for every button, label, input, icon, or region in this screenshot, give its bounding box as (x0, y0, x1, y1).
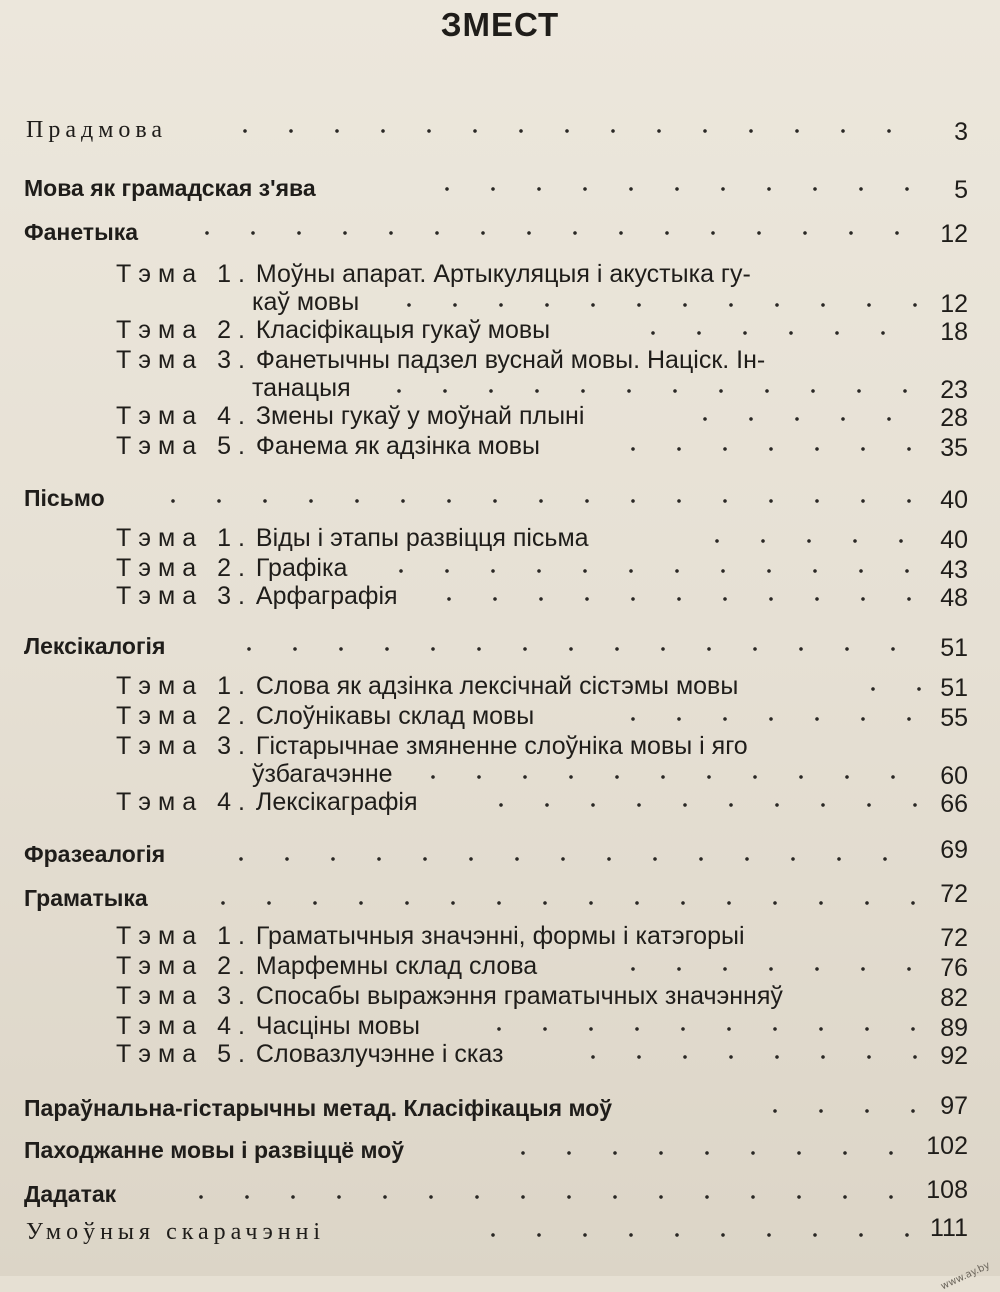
toc-entry-page: 55 (940, 704, 968, 732)
toc-entry-label: Тэма 5. Словазлучэнне і сказ (116, 1040, 504, 1068)
toc-entry-label: Тэма 2. Графіка (116, 554, 348, 582)
dot-leader (150, 496, 924, 506)
toc-entry-label: Тэма 4. Лексікаграфія (116, 788, 418, 816)
toc-entry-theme (0, 672, 1000, 706)
toc-entry-label: Паходжанне мовы і развіццё моў (24, 1137, 405, 1163)
dot-leader (184, 228, 924, 238)
dot-leader (410, 772, 926, 782)
toc-entry-section (0, 1132, 1000, 1170)
toc-entry-page: 23 (940, 376, 968, 404)
toc-entry-label: Тэма 3. Фанетычны падзел вуснай мовы. Націск. Ін- (116, 346, 766, 374)
toc-entry-label: Тэма 2. Класіфікацыя гукаў мовы (116, 316, 551, 344)
toc-entry-page: 12 (940, 220, 968, 248)
toc-entry-theme (0, 402, 1000, 436)
toc-entry-page: 40 (940, 526, 968, 554)
toc-entry-label: Мова як грамадская з'ява (24, 175, 316, 201)
toc-entry-theme (0, 316, 1000, 350)
dot-leader (694, 536, 926, 546)
toc-entry-page: 51 (940, 634, 968, 662)
dot-leader (610, 714, 926, 724)
toc-entry-label: Тэма 3. Спосабы выражэння граматычных значэнняў (116, 982, 783, 1010)
dot-leader (386, 300, 926, 310)
toc-entry-page: 72 (940, 924, 968, 952)
toc-entry-theme (0, 952, 1000, 986)
dot-leader (682, 414, 926, 424)
dot-leader (500, 1148, 914, 1158)
toc-entry-label: Тэма 3. Гістарычнае змяненне слоўніка мовы і яго (116, 732, 748, 760)
toc-entry-label: Тэма 1. Слова як адзінка лексічнай сістэмы мовы (116, 672, 739, 700)
toc-entry-theme (0, 524, 1000, 558)
toc-entry-page: 35 (940, 434, 968, 462)
dot-leader (850, 684, 926, 694)
toc-entry-page: 66 (940, 790, 968, 818)
toc-entry-label-continued: танацыя (252, 374, 351, 402)
toc-entry-label: Тэма 1. Граматычныя значэнні, формы і катэгорыі (116, 922, 745, 950)
toc-entry-label: Пісьмо (24, 485, 105, 511)
toc-entry-page: 92 (940, 1042, 968, 1070)
toc-entry-page: 102 (926, 1132, 968, 1160)
toc-entry-label: Фразеалогія (24, 841, 166, 867)
dot-leader (178, 1192, 914, 1202)
toc-entry-label: Фанетыка (24, 219, 139, 245)
watermark: www.ay.by (939, 1260, 992, 1292)
dot-leader (478, 800, 926, 810)
toc-entry-theme (0, 346, 1000, 410)
toc-entry-label-continued: ўзбагачэнне (252, 760, 393, 788)
toc-entry-page: 97 (940, 1092, 968, 1120)
toc-entry-page: 3 (954, 118, 968, 146)
toc-entry-page: 72 (940, 880, 968, 908)
toc-entry-page: 60 (940, 762, 968, 790)
toc-entry-section (0, 632, 1000, 666)
dot-leader (424, 184, 924, 194)
toc-entry-page: 89 (940, 1014, 968, 1042)
toc-entry-label: Тэма 2. Слоўнікавы склад мовы (116, 702, 535, 730)
toc-entry-theme (0, 982, 1000, 1016)
dot-leader (470, 1230, 914, 1240)
toc-entry-page: 18 (940, 318, 968, 346)
dot-leader (476, 1024, 926, 1034)
toc-entry-label: Тэма 3. Арфаграфія (116, 582, 398, 610)
toc-entry-label: Прадмова (26, 117, 168, 143)
toc-entry-label: Умоўныя скарачэнні (26, 1219, 326, 1245)
toc-entry-label: Тэма 1. Моўны апарат. Артыкуляцыя і акустыка гу- (116, 260, 751, 288)
dot-leader (378, 566, 926, 576)
toc-entry-section (0, 484, 1000, 518)
toc-entry-theme (0, 1040, 1000, 1074)
toc-entry-theme (0, 922, 1000, 956)
toc-entry-section (0, 1094, 1000, 1128)
dot-leader (752, 1106, 924, 1116)
toc-entry-page: 5 (954, 176, 968, 204)
toc-entry-label: Тэма 4. Часціны мовы (116, 1012, 420, 1040)
toc-entry-page: 108 (926, 1176, 968, 1204)
dot-leader (200, 898, 924, 908)
dot-leader (426, 594, 926, 604)
dot-leader (570, 1052, 926, 1062)
toc-entry-theme (0, 432, 1000, 466)
toc-entry-section (0, 1176, 1000, 1214)
toc-entry-section (0, 174, 1000, 208)
toc-entry-label: Тэма 1. Віды і этапы развіцця пісьма (116, 524, 589, 552)
toc-entry-section (0, 218, 1000, 252)
dot-leader (218, 854, 924, 864)
toc-entry-page: 28 (940, 404, 968, 432)
toc-entry-label: Тэма 4. Змены гукаў у моўнай плыні (116, 402, 585, 430)
toc-entry-label: Тэма 2. Марфемны склад слова (116, 952, 538, 980)
toc-entry-theme (0, 732, 1000, 796)
toc-entry-section (0, 880, 1000, 918)
toc-entry-pradmova (0, 116, 1000, 150)
toc-entry-section (0, 836, 1000, 874)
toc-entry-page: 76 (940, 954, 968, 982)
toc-entry-theme (0, 788, 1000, 822)
dot-leader (630, 328, 926, 338)
toc-entry-theme (0, 702, 1000, 736)
toc-entry-label: Тэма 5. Фанема як адзінка мовы (116, 432, 540, 460)
toc-entry-page: 111 (929, 1214, 968, 1242)
toc-entry-page: 48 (940, 584, 968, 612)
toc-entry-label: Дадатак (24, 1181, 117, 1207)
toc-entry-page: 43 (940, 556, 968, 584)
toc-entry-page: 82 (940, 984, 968, 1012)
toc-entry-label: Параўнальна-гістарычны метад. Класіфікацыя моў (24, 1095, 613, 1121)
toc-entry-page: 12 (940, 290, 968, 318)
toc-entry-label: Граматыка (24, 885, 148, 911)
dot-leader (376, 386, 926, 396)
dot-leader (222, 126, 922, 136)
toc-entry-page: 40 (940, 486, 968, 514)
page-title: ЗМЕСТ (440, 6, 560, 43)
toc-entry-page: 51 (940, 674, 968, 702)
toc-entry-page: 69 (940, 836, 968, 864)
dot-leader (226, 644, 924, 654)
dot-leader (610, 444, 926, 454)
toc-entry-label-continued: каў мовы (252, 288, 360, 316)
toc-entry-label: Лексікалогія (24, 633, 166, 659)
toc-entry-theme (0, 582, 1000, 616)
toc-entry-section (0, 1214, 1000, 1252)
toc-entry-theme (0, 260, 1000, 324)
dot-leader (610, 964, 926, 974)
